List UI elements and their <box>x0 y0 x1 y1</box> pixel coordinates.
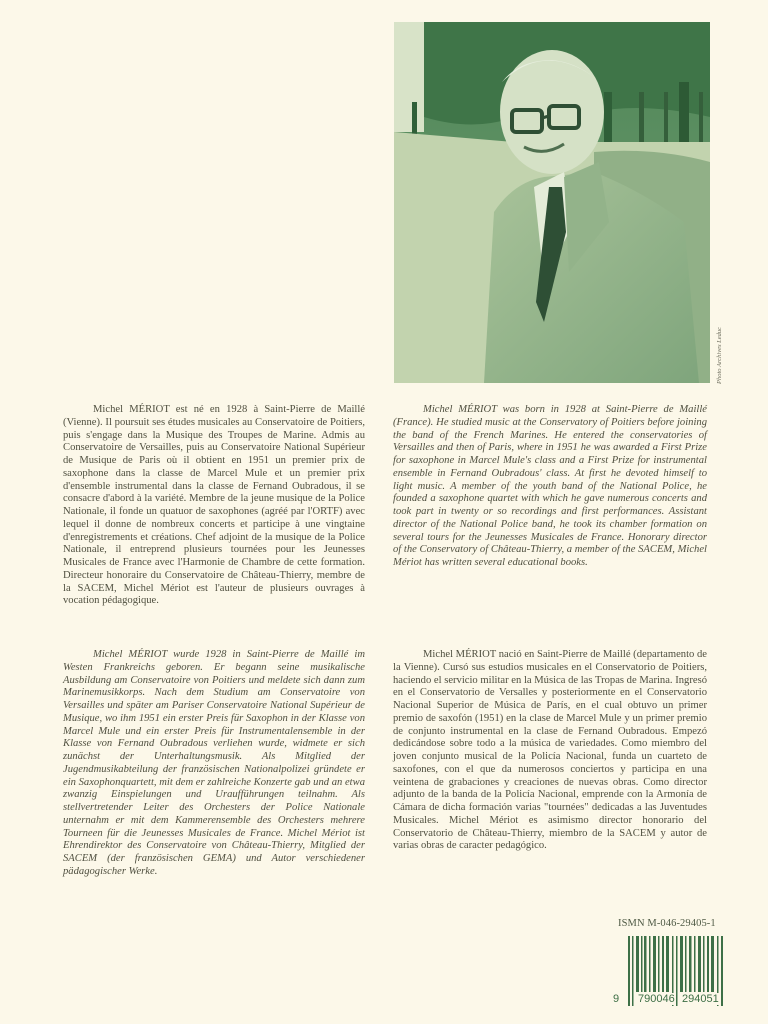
ismn-label: ISMN M-046-29405-1 <box>618 918 716 929</box>
biography-spanish-text: Michel MÉRIOT nació en Saint-Pierre de Maillé (departamento de la Vienne). Cursó sus estudios musicales en el Conservatorio de Poitiers, haciendo el servicio militar en la Música de las Tropas de Marina. Ingresó en el Conservatorio de Versalles y posteriormente en el Conservatorio Nacional Superior de Música de París, en el cual obtuvo un primer premio de saxofón (1951) en la clase de Marcel Mule y un primer premio de conjunto instrumental en la clase de Fernand Oubradous. Empezó dedicándose sobre todo a la música de variedades. Como miembro del joven conjunto musical de la Policía Nacional, funda un cuarteto de saxofones, con el que da numerosos conciertos y participa en una veintena de grabaciones y creaciones de nuevas obras. Como director adjunto de la banda de la Policía Nacional, emprende con la Armonía de Cámara de dicha formación varias "tournées" dedicadas a las Juventudes Musicales. Michel Mériot es asimismo director honorario del Conservatorio de Château-Thierry, miembro de la SACEM y autor de varias obras de caracter pedagógico. <box>393 649 707 852</box>
biography-spanish <box>393 649 707 853</box>
biography-german-text: Michel MÉRIOT wurde 1928 in Saint-Pierre de Maillé im Westen Frankreichs geboren. Er begann seine musikalische Ausbildung am Conservatoire von Poitiers und meldete sich dann zum Marinemusikkorps. Nach dem Studium am Conservatoire von Versailles und später am Pariser Conservatoire National Supérieur de Musique, wo ihm 1951 ein erster Preis für Saxophon in der Klasse von Marcel Mule und ein erster Preis für Instrumentalensemble in der Klasse von Fernand Oubradous verliehen wurde, widmete er sich zunächst der Unterhaltungsmusik. Als Mitglied der Jugendmusikabteilung der französischen Nationalpolizei gründete er ein Saxophonquartett, mit dem er zahlreiche Konzerte gab und an etwa zwanzig Einspielungen und Uraufführungen teilnahm. Als stellvertretender Leiter des Orchesters der Police Nationale unternahm er mit dem Kammerensemble des Orchesters mehrere Tourneen für die Jeunesses Musicales de France. Michel Mériot ist Ehrendirektor des Conservatoire von Château-Thierry, Mitglied der SACEM (der französischen GEMA) und Autor verschiedener pädagogischer Werke. <box>63 649 365 877</box>
portrait-illustration <box>394 22 710 383</box>
biography-english-text: Michel MÉRIOT was born in 1928 at Saint-Pierre de Maillé (France). He studied music at the Conservatory of Poitiers before joining the band of the French Marines. He entered the conservatories of Versailles and then of Paris, where in 1951 he was awarded a First Prize for saxophone in Marcel Mule's class and a First Prize for instrumental ensemble in Fernand Oubradous' class. At first he devoted himself to light music. A member of the youth band of the National Police, he founded a saxophone quartet with which he gave numerous concerts and took part in twenty or so recordings and first performances. Assistant director of the National Police band, he took its chamber formation on several tours for the Jeunesses Musicales de France. Honorary director of the Conservatory of Château-Thierry, a member of the SACEM, Michel Mériot has written several educational books. <box>393 404 707 568</box>
photo-credit: Photo Archives Leduc <box>716 326 723 384</box>
biography-french-text: Michel MÉRIOT est né en 1928 à Saint-Pierre de Maillé (Vienne). Il poursuit ses études musicales au Conservatoire de Poitiers, puis s'engage dans la Musique des Troupes de Marine. Admis au Conservatoire de Versailles, puis au Conservatoire National Supérieur de Musique de Paris où il obtient en 1951 un premier prix de saxophone dans la classe de Marcel Mule et un premier prix d'ensemble instrumental dans la classe de Fernand Oubradous, il se consacre d'abord à la variété. Membre de la jeune musique de la Police Nationale, il fonde un quatuor de saxophones (agréé par l'ORTF) avec lequel il donne de nombreux concerts et participe à une vingtaine d'enregistrements et créations. Chef adjoint de la musique de la Police Nationale, il entreprend plusieurs tournées pour les Jeunesses Musicales de France avec l'Harmonie de Chambre de cette formation. Directeur honoraire du Conservatoire de Château-Thierry, membre de la SACEM, Michel Mériot est l'auteur de plusieurs ouvrages à vocation pédagogique. <box>63 404 365 607</box>
composer-portrait-photo <box>394 22 710 383</box>
barcode-right-digits: 294051 <box>682 993 719 1005</box>
biography-german <box>63 649 365 879</box>
barcode-left-digits: 790046 <box>638 993 675 1005</box>
barcode-first-digit: 9 <box>613 993 620 1005</box>
biography-english <box>393 404 707 570</box>
biography-french <box>63 404 365 608</box>
